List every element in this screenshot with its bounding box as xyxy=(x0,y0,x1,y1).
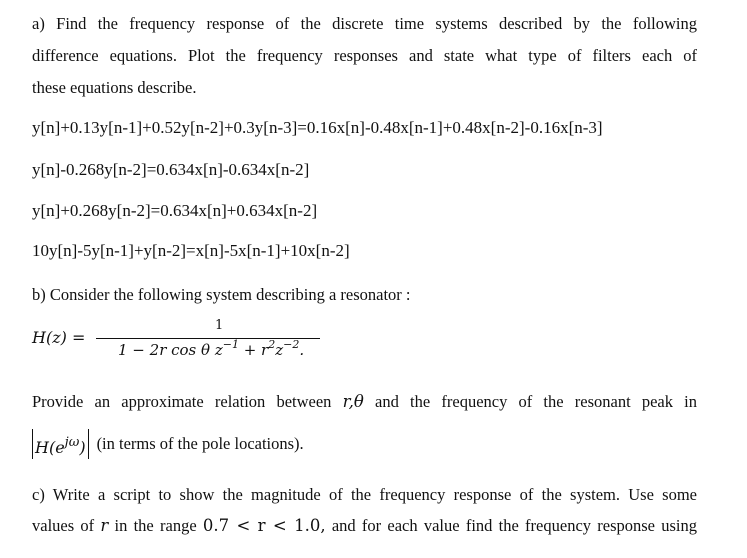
magnitude-expression xyxy=(32,429,89,459)
formula-lhs: H(z) = xyxy=(32,328,86,347)
mag-close: ) xyxy=(79,437,86,457)
part-b-intro: b) Consider the following system describing a resonator : xyxy=(32,285,411,304)
part-a-line-1: a) Find the frequency response of the discrete time systems described by the following xyxy=(32,14,697,33)
question-pre: Provide an approximate relation between xyxy=(32,392,343,411)
denom-lead: 1 − 2r cos θ z xyxy=(118,341,223,359)
mag-sup: jω xyxy=(64,434,80,450)
denom-exp-3: −2 xyxy=(283,338,300,351)
equation-2: y[n]-0.268y[n-2]=0.634x[n]-0.634x[n-2] xyxy=(32,160,310,179)
denom-plus-r: + r xyxy=(238,341,269,359)
question-vars: r,θ xyxy=(342,392,364,411)
part-a-line-3: these equations describe. xyxy=(32,78,197,97)
denom-exp-1: −1 xyxy=(222,338,239,351)
question-post: and the frequency of the resonant peak in xyxy=(363,392,697,411)
equation-3: y[n]+0.268y[n-2]=0.634x[n]+0.634x[n-2] xyxy=(32,201,318,220)
part-c-line-2-mid: in the range xyxy=(108,516,203,535)
part-c-line-2 xyxy=(32,516,697,536)
magnitude-line xyxy=(32,427,304,460)
denom-z: z xyxy=(275,341,284,359)
denom-exp-2: 2 xyxy=(268,338,276,351)
part-c-line-2-pre: values of xyxy=(32,516,101,535)
part-c-line-2-post: and for each value find the frequency response using xyxy=(325,516,697,535)
formula-numerator: 1 xyxy=(215,318,224,333)
part-c-line-1: c) Write a script to show the magnitude of the frequency response of the system. Use some xyxy=(32,485,697,504)
magnitude-note: (in terms of the pole locations). xyxy=(96,433,304,453)
mag-symbol: H(e xyxy=(35,437,65,457)
part-a-line-2: difference equations. Plot the frequency responses and state what type of filters each of xyxy=(32,46,697,65)
formula-period: . xyxy=(299,341,305,359)
resonator-formula xyxy=(32,318,305,368)
part-b-question xyxy=(32,392,697,412)
equation-1: y[n]+0.13y[n-1]+0.52y[n-2]+0.3y[n-3]=0.16x[n]-0.48x[n-1]+0.48x[n-2]-0.16x[n-3] xyxy=(32,118,603,137)
equation-4: 10y[n]-5y[n-1]+y[n-2]=x[n]-5x[n-1]+10x[n-2] xyxy=(32,241,350,260)
part-c-r: r xyxy=(100,516,109,535)
part-c-range: 0.7 < r < 1.0, xyxy=(202,516,326,535)
formula-denominator xyxy=(118,338,305,359)
